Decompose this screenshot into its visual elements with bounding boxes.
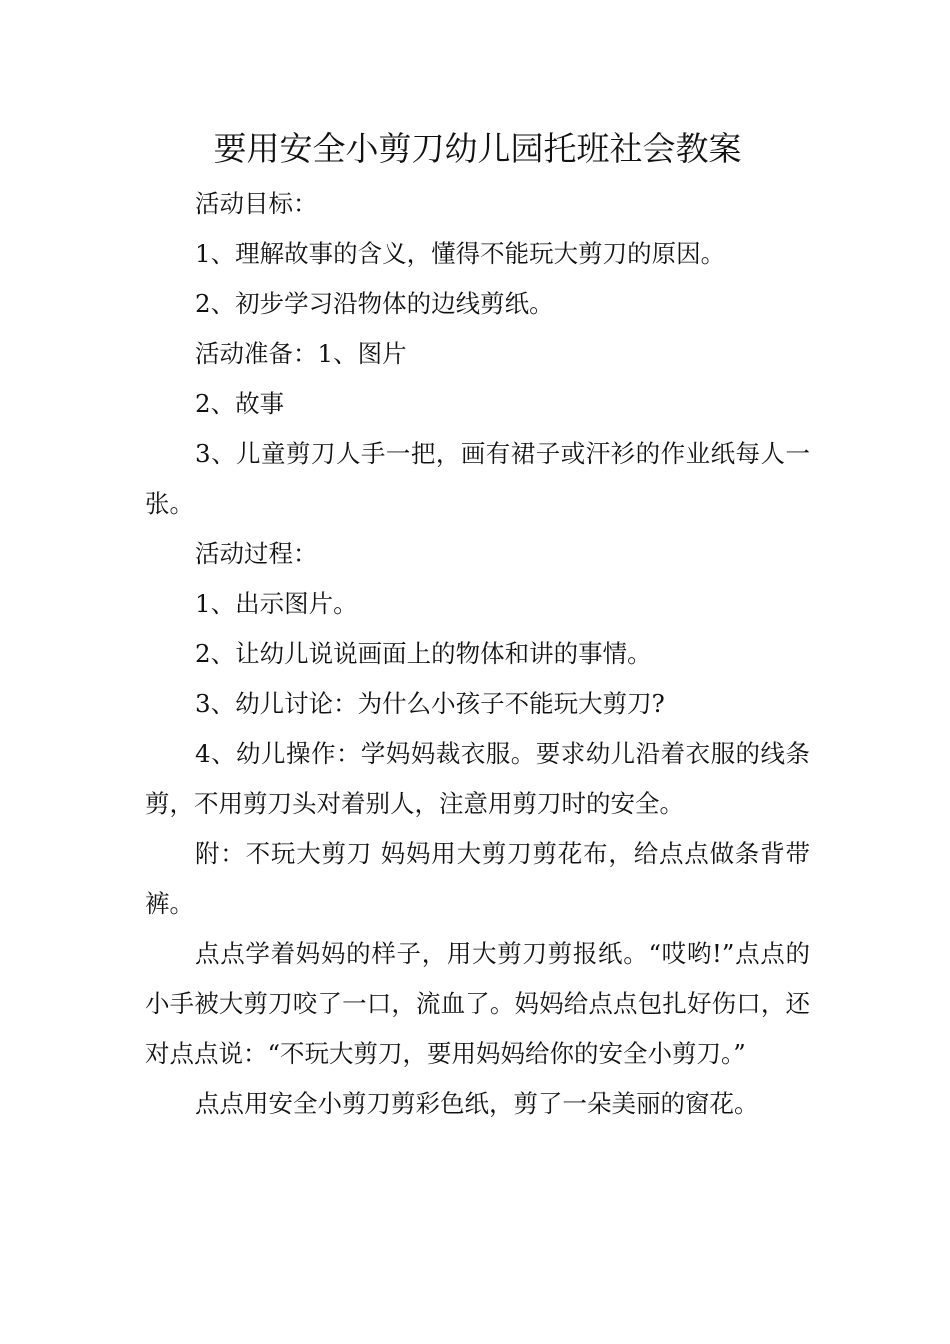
paragraph-objective-1: 1、理解故事的含义，懂得不能玩大剪刀的原因。	[195, 239, 726, 268]
paragraph-story-1: 点点学着妈妈的样子，用大剪刀剪报纸。“哎哟!”点点的小手被大剪刀咬了一口，流血了。妈妈给点点包扎好伤口，还对点点说：“不玩大剪刀，要用妈妈给你的安全小剪刀。”	[145, 939, 810, 1068]
paragraph-preparation-2: 2、故事	[195, 389, 285, 418]
paragraph-process-4: 4、幼儿操作：学妈妈裁衣服。要求幼儿沿着衣服的线条剪，不用剪刀头对着别人，注意用剪刀时的安全。	[145, 739, 810, 818]
document-body	[145, 124, 810, 1129]
paragraph-process-heading: 活动过程：	[195, 539, 318, 568]
paragraph-preparation-1: 活动准备：1、图片	[195, 339, 407, 368]
paragraph-process-3: 3、幼儿讨论：为什么小孩子不能玩大剪刀?	[195, 689, 665, 718]
paragraph-process-1: 1、出示图片。	[195, 589, 358, 618]
paragraph-objective-2: 2、初步学习沿物体的边线剪纸。	[195, 289, 554, 318]
paragraph-appendix: 附：不玩大剪刀 妈妈用大剪刀剪花布，给点点做条背带裤。	[145, 839, 810, 918]
paragraph-objectives-heading: 活动目标：	[195, 189, 318, 218]
paragraph-preparation-3: 3、儿童剪刀人手一把，画有裙子或汗衫的作业纸每人一张。	[145, 439, 810, 518]
paragraph-story-2: 点点用安全小剪刀剪彩色纸，剪了一朵美丽的窗花。	[195, 1089, 759, 1118]
document-title: 要用安全小剪刀幼儿园托班社会教案	[213, 129, 742, 168]
paragraph-process-2: 2、让幼儿说说画面上的物体和讲的事情。	[195, 639, 652, 668]
